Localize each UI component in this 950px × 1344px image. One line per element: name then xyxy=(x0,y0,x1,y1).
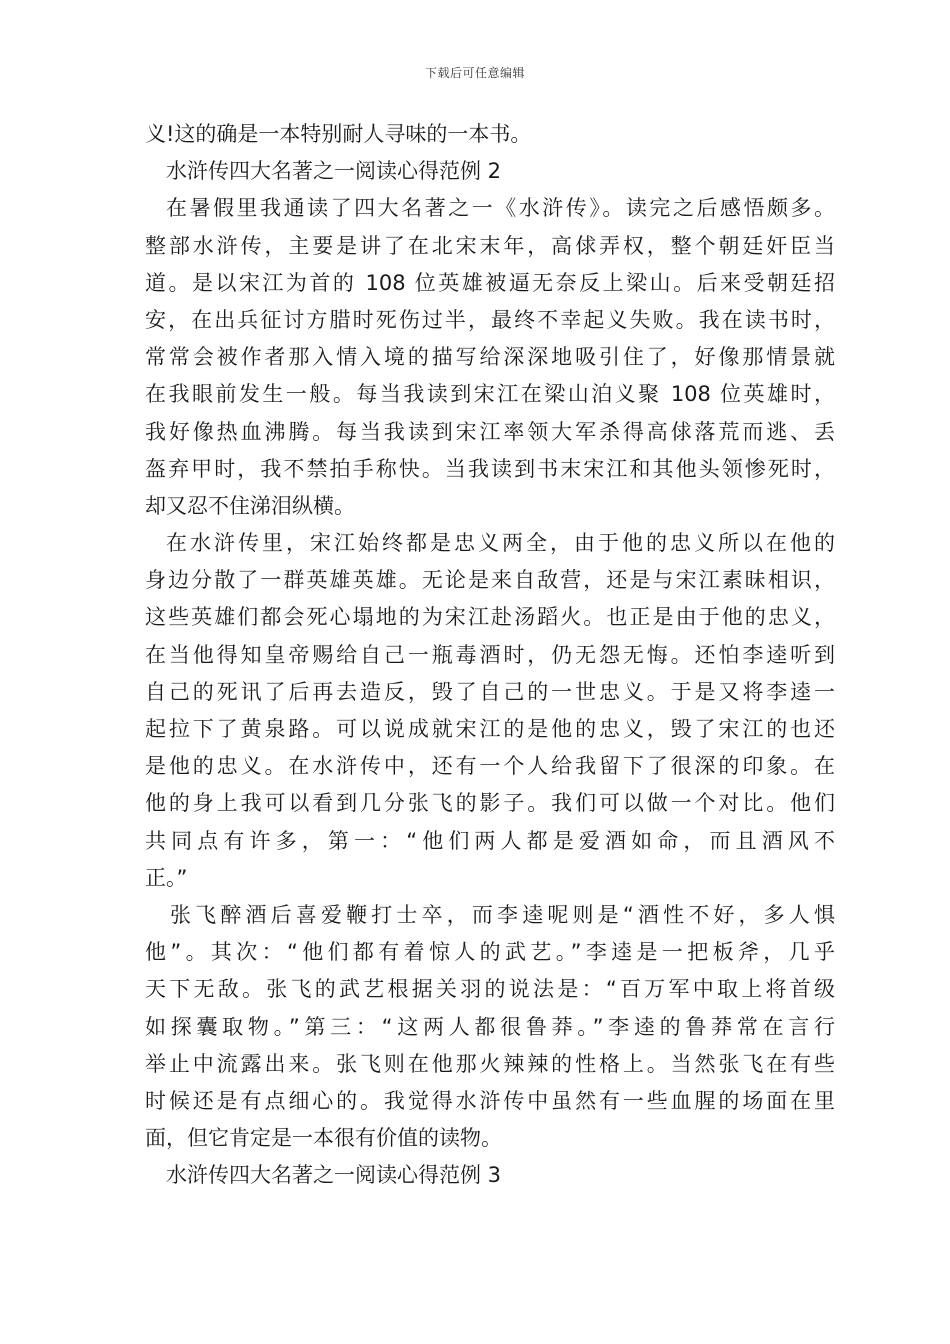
text-line: 是他的忠义。在水浒传中，还有一个人给我留下了很深的印象。在 xyxy=(145,754,835,779)
text-line: 身边分散了一群英雄英雄。无论是来自敌营，还是与宋江素昧相识， xyxy=(145,568,835,593)
text-line: 整部水浒传，主要是讲了在北宋末年，高俅弄权，整个朝廷奸臣当 xyxy=(145,233,835,258)
text-line: 却又忍不住涕泪纵横。 xyxy=(145,493,355,518)
text-line: 他”。其次：“他们都有着惊人的武艺。”李逵是一把板斧，几乎 xyxy=(145,940,835,965)
text-line: 正。” xyxy=(145,865,188,890)
text-line: 如探囊取物。”第三：“这两人都很鲁莽。”李逵的鲁莽常在言行 xyxy=(145,1014,835,1039)
text-line: 面，但它肯定是一本很有价值的读物。 xyxy=(145,1126,502,1151)
text-line: 天下无敌。张飞的武艺根据关羽的说法是：“百万军中取上将首级 xyxy=(145,977,835,1002)
text-line: 在暑假里我通读了四大名著之一《水浒传》。读完之后感悟颇多。 xyxy=(166,196,835,221)
text-line: 盔弃甲时，我不禁拍手称快。当我读到书末宋江和其他头领惨死时， xyxy=(145,456,835,481)
text-line: 道。是以宋江为首的 108 位英雄被逼无奈反上梁山。后来受朝廷招 xyxy=(145,270,835,295)
text-line: 这些英雄们都会死心塌地的为宋江赴汤蹈火。也正是由于他的忠义， xyxy=(145,605,835,630)
text-line: 在当他得知皇帝赐给自己一瓶毒酒时，仍无怨无悔。还怕李逵听到 xyxy=(145,642,835,667)
text-line: 常常会被作者那入情入境的描写给深深地吸引住了，好像那情景就 xyxy=(145,345,835,370)
document-body xyxy=(145,116,835,1194)
text-line: 水浒传四大名著之一阅读心得范例 3 xyxy=(166,1163,502,1188)
text-line: 张飞醉酒后喜爱鞭打士卒，而李逵呢则是“酒性不好，多人惧 xyxy=(170,902,835,927)
text-line: 举止中流露出来。张飞则在他那火辣辣的性格上。当然张飞在有些 xyxy=(145,1051,835,1076)
text-line: 安，在出兵征讨方腊时死伤过半，最终不幸起义失败。我在读书时， xyxy=(145,307,835,332)
text-line: 我好像热血沸腾。每当我读到宋江率领大军杀得高俅落荒而逃、丢 xyxy=(145,419,835,444)
text-line: 义!这的确是一本特别耐人寻味的一本书。 xyxy=(145,122,532,146)
text-line: 时候还是有点细心的。我觉得水浒传中虽然有一些血腥的场面在里 xyxy=(145,1088,835,1113)
text-line: 他的身上我可以看到几分张飞的影子。我们可以做一个对比。他们 xyxy=(145,791,835,816)
page-header: 下载后可任意编辑 xyxy=(424,66,525,80)
text-line: 起拉下了黄泉路。可以说成就宋江的是他的忠义，毁了宋江的也还 xyxy=(145,717,835,741)
text-line: 在水浒传里，宋江始终都是忠义两全，由于他的忠义所以在他的 xyxy=(166,531,835,556)
text-line: 水浒传四大名著之一阅读心得范例 2 xyxy=(166,159,502,184)
text-line: 在我眼前发生一般。每当我读到宋江在梁山泊义聚 108 位英雄时， xyxy=(145,382,835,407)
text-line: 自己的死讯了后再去造反，毁了自己的一世忠义。于是又将李逵一 xyxy=(145,679,835,704)
text-line: 共同点有许多，第一：“他们两人都是爱酒如命，而且酒风不 xyxy=(145,828,835,853)
